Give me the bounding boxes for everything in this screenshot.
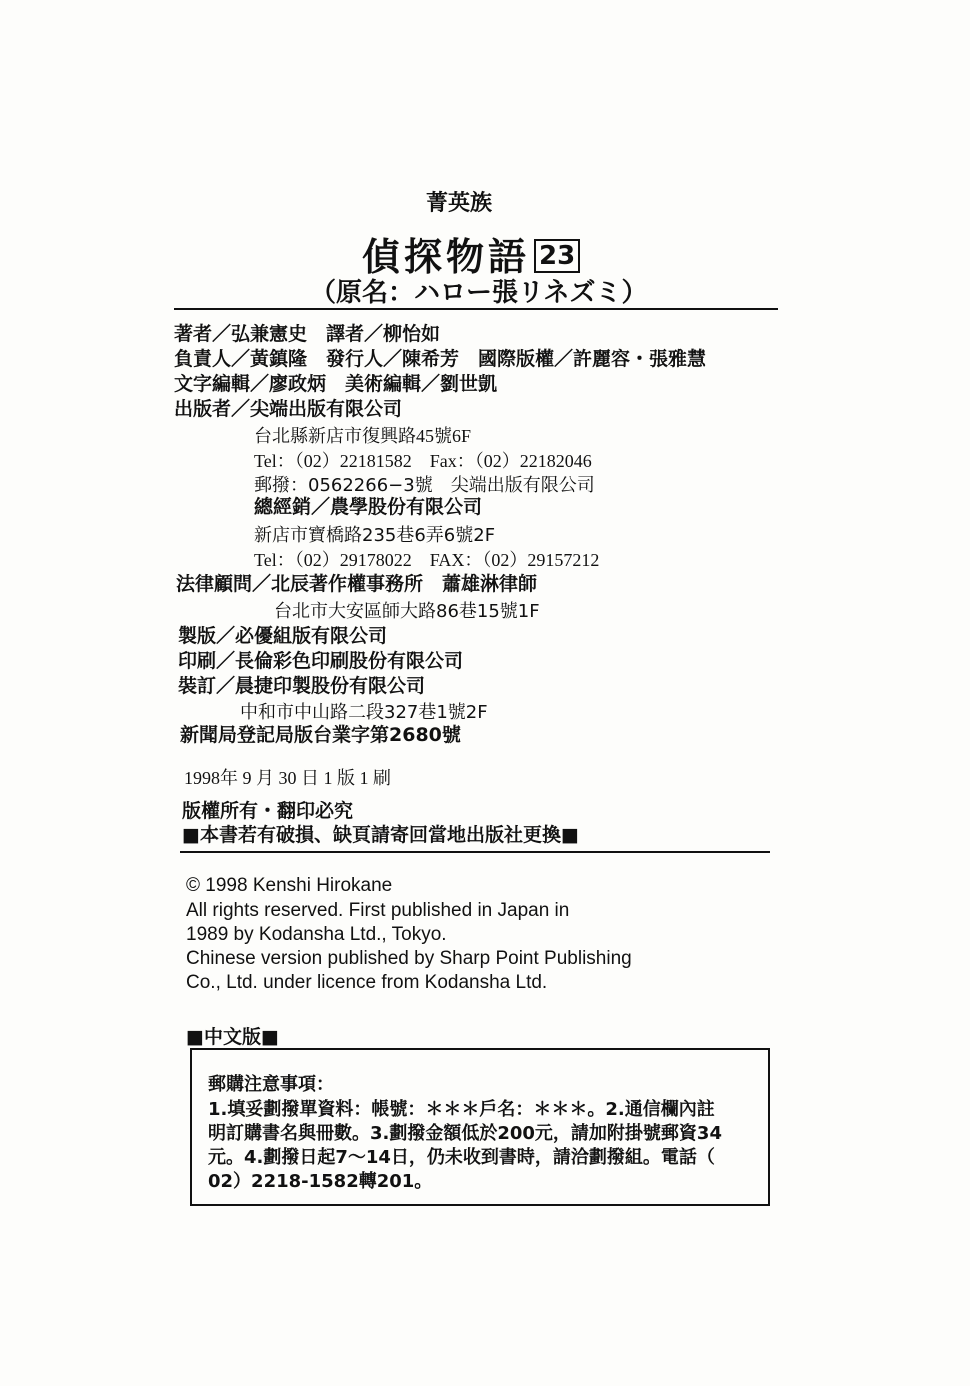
series-name: 菁英族 — [426, 191, 493, 216]
volume-number: 23 — [534, 239, 580, 273]
first-published-line: 1989 by Kodansha Ltd., Tokyo. — [186, 924, 447, 945]
divider-bottom — [180, 851, 770, 853]
legal-advisor: 法律顧問／北辰著作權事務所 蕭雄淋律師 — [176, 573, 538, 595]
publisher-address: 台北縣新店市復興路45號6F — [254, 426, 472, 446]
licence-line: Co., Ltd. under licence from Kodansha Ltd. — [186, 972, 548, 993]
registration-number: 新聞局登記局版台業字第2680號 — [180, 724, 461, 746]
publisher-postal-account: 郵撥：0562266−3號 尖端出版有限公司 — [254, 475, 595, 496]
credit-publisher: 出版者／尖端出版有限公司 — [174, 398, 403, 420]
mail-order-line: 明訂購書名與冊數。3.劃撥金額低於200元，請加附掛號郵資34 — [208, 1123, 722, 1144]
credit-printing: 印刷／長倫彩色印刷股份有限公司 — [178, 650, 464, 672]
print-date: 1998年 9 月 30 日 1 版 1 刷 — [184, 768, 391, 788]
rights-notice: 版權所有・翻印必究 — [182, 800, 354, 822]
mail-order-box — [190, 1048, 770, 1206]
mail-order-title: 郵購注意事項： — [208, 1074, 334, 1095]
publisher-phone: Tel：（02）22181582 Fax：（02）22182046 — [254, 451, 592, 471]
mail-order-line: 元。4.劃撥日起7～14日，仍未收到書時，請洽劃撥組。電話（ — [208, 1147, 715, 1168]
distributor: 總經銷／農學股份有限公司 — [254, 496, 483, 518]
distributor-phone: Tel：（02）29178022 FAX：（02）29157212 — [254, 550, 600, 570]
binder-address: 中和市中山路二段327巷1號2F — [240, 702, 488, 723]
original-title: （原名：ハロー張リネズミ） — [310, 278, 648, 308]
rights-line: All rights reserved. First published in Japan in — [186, 900, 570, 921]
chinese-version-line: Chinese version published by Sharp Point Publishing — [186, 948, 632, 969]
mail-order-line: 1.填妥劃撥單資料：帳號：＊＊＊戶名：＊＊＊。2.通信欄內註 — [208, 1099, 715, 1120]
mail-order-line: 02）2218-1582轉201。 — [208, 1171, 433, 1192]
legal-address: 台北市大安區師大路86巷15號1F — [274, 601, 540, 622]
edition-label: ■中文版■ — [186, 1026, 279, 1048]
distributor-address: 新店市寶橋路235巷6弄6號2F — [254, 525, 496, 546]
divider-top — [174, 308, 778, 310]
credit-binding: 裝訂／晨捷印製股份有限公司 — [178, 675, 426, 697]
book-title-text: 偵探物語 — [362, 235, 531, 279]
copyright-line: © 1998 Kenshi Hirokane — [186, 875, 393, 896]
return-notice: ■本書若有破損、缺頁請寄回當地出版社更換■ — [182, 824, 579, 846]
credit-editors: 文字編輯／廖政炳 美術編輯／劉世凱 — [174, 373, 498, 395]
credit-authors: 著者／弘兼憲史 譯者／柳怡如 — [174, 323, 441, 345]
credit-staff: 負責人／黃鎮隆 發行人／陳希芳 國際版權／許麗容・張雅慧 — [174, 348, 707, 370]
credit-plate-making: 製版／必優組版有限公司 — [178, 625, 388, 647]
